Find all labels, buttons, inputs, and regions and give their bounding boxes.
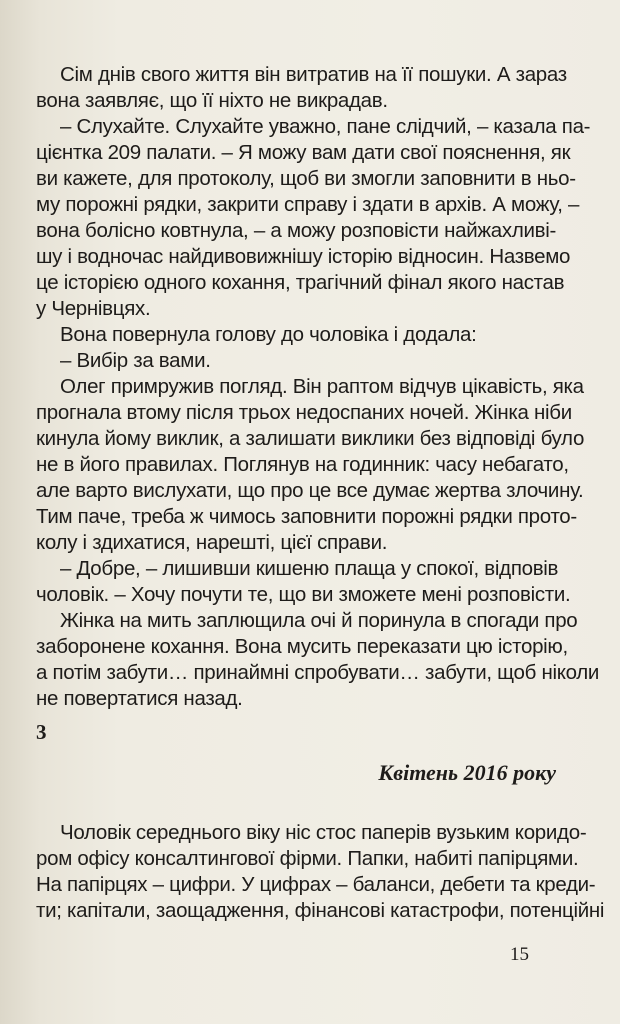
text-line: кинула йому виклик, а залишати виклики без відповіді було bbox=[36, 427, 585, 450]
text-line: Жінка на мить заплющила очі й поринула в спогади про bbox=[60, 609, 578, 632]
text-line: Олег примружив погляд. Він раптом відчув цікавість, яка bbox=[60, 375, 584, 398]
text-line: не повертатися назад. bbox=[36, 687, 243, 710]
text-line: колу і здихатися, нарешті, цієї справи. bbox=[36, 531, 388, 554]
text-line: На папірцях – цифри. У цифрах – баланси, дебети та креди- bbox=[36, 873, 596, 896]
text-line: чоловік. – Хочу почути те, що ви зможете мені розповісти. bbox=[36, 583, 571, 606]
text-line: але варто вислухати, що про це все думає жертва злочину. bbox=[36, 479, 584, 502]
text-line: ром офісу консалтингової фірми. Папки, набиті папірцями. bbox=[36, 847, 579, 870]
text-line: це історією одного кохання, трагічний фінал якого настав bbox=[36, 271, 565, 294]
text-line: заборонене кохання. Вона мусить переказати цю історію, bbox=[36, 635, 568, 658]
text-line: вона болісно ковтнула, – а можу розповісти найжахливі- bbox=[36, 219, 556, 242]
text-line: му порожні рядки, закрити справу і здати в архів. А можу, – bbox=[36, 193, 580, 216]
text-line: ви кажете, для протоколу, щоб ви змогли заповнити в ньо- bbox=[36, 167, 576, 190]
text-line: – Добре, – лишивши кишеню плаща у спокої, відповів bbox=[60, 557, 559, 580]
text-line: – Вибір за вами. bbox=[60, 349, 211, 372]
text-line: вона заявляє, що її ніхто не викрадав. bbox=[36, 89, 388, 112]
text-line: Вона повернула голову до чоловіка і додала: bbox=[60, 323, 477, 346]
text-line: Сім днів свого життя він витратив на її пошуки. А зараз bbox=[60, 63, 567, 86]
text-line: – Слухайте. Слухайте уважно, пане слідчий, – казала па- bbox=[60, 115, 591, 138]
text-line: Чоловік середнього віку ніс стос паперів вузьким коридо- bbox=[60, 821, 587, 844]
text-line: цієнтка 209 палати. – Я можу вам дати свої пояснення, як bbox=[36, 141, 571, 164]
text-line: у Чернівцях. bbox=[36, 297, 151, 320]
page-number: 15 bbox=[510, 944, 529, 965]
text-line: шу і водночас найдивовижнішу історію відносин. Назвемо bbox=[36, 245, 571, 268]
text-line: ти; капітали, заощадження, фінансові катастрофи, потенційні bbox=[36, 899, 605, 922]
text-line: Тим паче, треба ж чимось заповнити порожні рядки прото- bbox=[36, 505, 577, 528]
chapter-number: 3 bbox=[36, 720, 47, 744]
text-line: не в його правилах. Поглянув на годинник: часу небагато, bbox=[36, 453, 569, 476]
text-line: а потім забути… принаймні спробувати… забути, щоб ніколи bbox=[36, 661, 600, 684]
text-line: прогнала втому після трьох недоспаних ночей. Жінка ніби bbox=[36, 401, 572, 424]
chapter-date-heading: Квітень 2016 року bbox=[378, 760, 556, 785]
